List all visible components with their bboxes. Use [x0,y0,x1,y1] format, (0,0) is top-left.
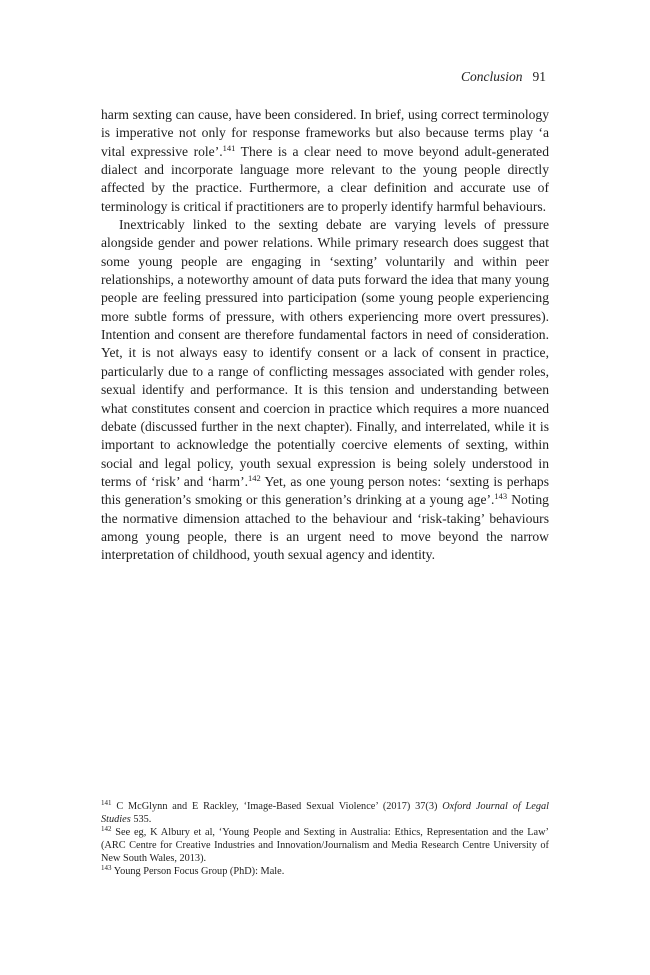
footnote-142 [101,826,549,865]
footnote-number: 141 [101,799,112,807]
page-number: 91 [532,69,546,84]
body-text [101,106,549,565]
footnote-text: 535. [130,814,152,826]
footnote-text: Young Person Focus Group (PhD): Male. [111,866,285,878]
paragraph-1 [101,106,549,216]
paragraph-text: Yet, as one young person notes: ‘sexting is perhaps this generation’s smoking or this generation’s drinking at a young age’. [101,473,549,508]
footnote-number: 143 [101,864,112,873]
footnote-ref-143[interactable]: 143 [494,491,508,502]
footnote-141 [101,800,549,826]
footnote-143 [101,865,549,878]
paragraph-text: There is a clear need to move beyond adult-generated dialect and incorporate language more relevant to the young people directly affected by the practice. Furthermore, a clear definition and accurate use of terminology is critical if practitioners are to properly identify harmful behaviours. [101,143,549,214]
footnote-ref-141[interactable]: 141 [222,142,236,153]
footnotes [101,800,549,879]
paragraph-text: harm sexting can cause, have been considered. In brief, using correct terminology is imperative not only for response frameworks but also because terms play ‘a vital expressive role’. [101,107,549,159]
footnote-number: 142 [101,825,112,834]
footnote-journal-title: Oxford Journal of Legal Studies [101,801,549,826]
running-header-title: Conclusion [460,69,523,84]
running-header [461,68,546,86]
footnote-ref-142[interactable]: 142 [248,472,261,483]
footnote-text: C McGlynn and E Rackley, ‘Image-Based Sexual Violence’ (2017) 37(3) [111,801,443,812]
paragraph-text: Inextricably linked to the sexting debate are varying levels of pressure alongside gender and power relations. While primary research does suggest that some young people are engaging in ‘sexting’ voluntarily and within peer relationships, a noteworthy amount of data puts forward the idea that many young people are feeling pressured into participation (some young people experiencing more subtle forms of pressure, with others experiencing more overt pressures). Intention and consent are therefore fundamental factors in need of consideration. Yet, it is not always easy to identify consent or a lack of consent in practice, particularly due to a range of conflicting messages associated with gender roles, sexual identify and performance. It is this tension and understanding between what constitutes consent and coercion in practice which requires a more nuanced debate (discussed further in the next chapter). Finally, and interrelated, while it is important to acknowledge the potentially coercive elements of sexting, within social and legal policy, youth sexual expression is being solely understood in terms of ‘risk’ and ‘harm’. [101,217,549,489]
footnote-text: See eg, K Albury et al, ‘Young People and Sexting in Australia: Ethics, Representation and the Law’ (ARC Centre for Creative Industries and Innovation/Journalism and Media Research Centre University of New South Wales, 2013). [101,827,549,865]
paragraph-2 [101,216,549,565]
paragraph-text: Noting the normative dimension attached to the behaviour and ‘risk-taking’ behaviours among young people, there is an urgent need to move beyond the narrow interpretation of childhood, youth sexual agency and identity. [101,492,549,563]
